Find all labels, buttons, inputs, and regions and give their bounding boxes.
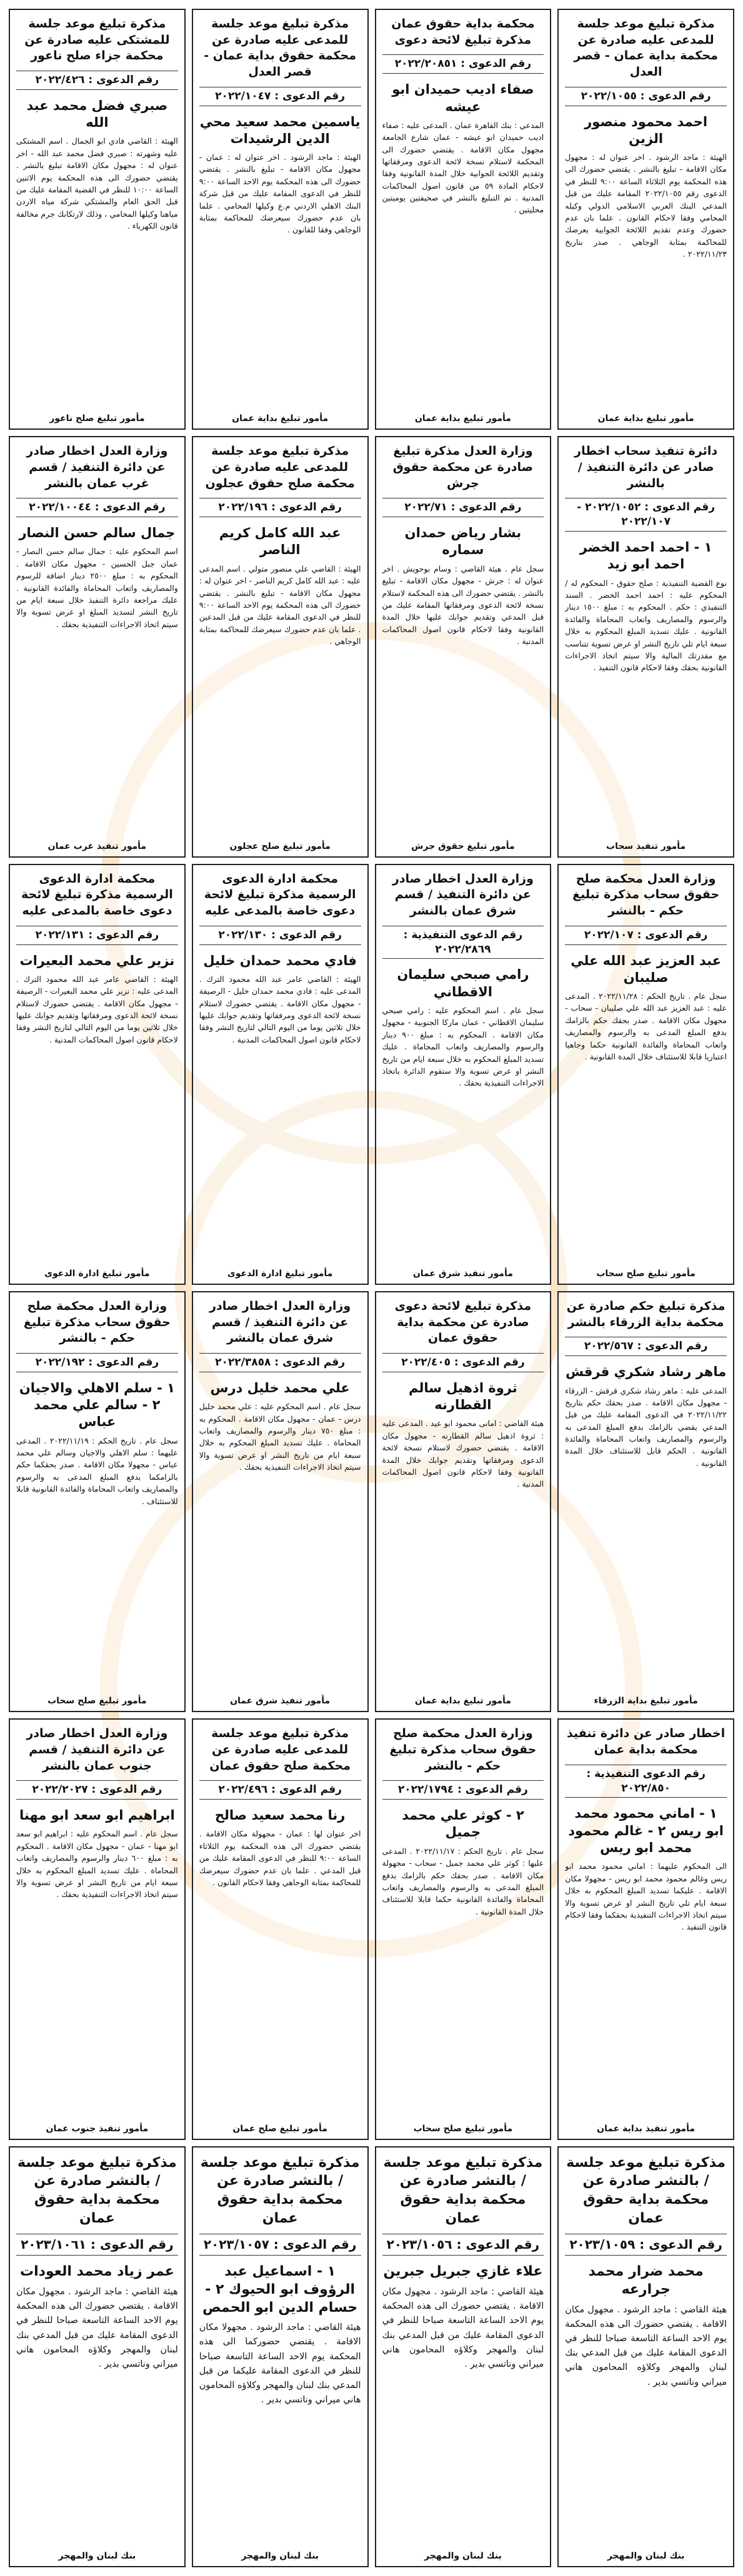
notice-title: وزارة العدل اخطار صادر عن دائرة التنفيذ / قسم جنوب عمان بالنشر [26, 1726, 168, 1773]
notice-title: مذكرة تبليغ موعد جلسة / بالنشر صادرة عن محكمة بداية حقوق عمان [566, 2154, 726, 2226]
notice-body: هيئة القاضي : ماجد الرشود . مجهولا مكان الاقامة . يقتضي حضوركما الى هذه المحكمة يوم الاحد الساعة التاسعة صباحا للنظر في الدعوى المقامة عليكما من قبل المدعي بنك لبنان والمهجر وكلاؤه المحامون هاني ميراني وناتسي بدير . [199, 2322, 361, 2405]
notice-footer: مأمور تنفيذ سحاب [606, 841, 686, 851]
court-notice [192, 436, 369, 857]
notice-footer: مأمور تبليغ صلح سحاب [47, 1696, 147, 1707]
notice-footer: مأمور تنفيذ جنوب عمان [46, 2123, 149, 2134]
notice-footer: مأمور تبليغ صلح سحاب [413, 2123, 513, 2134]
notice-body: سجل عام . اسم المحكوم عليه : علي محمد خليل درس - عمان - مجهول مكان الاقامة . المحكوم به : مبلغ ٧٥٠ دينار والرسوم والمصاريف واتعاب المحاماة . عليك تسديد المبلغ المحكوم به خلال سبعة ايام من تاريخ النشر او عرض تسوية والا سيتم اتخاذ الاجراءات التنفيذية بحقك . [199, 1402, 361, 1472]
notice-title: وزارة العدل اخطار صادر عن دائرة التنفيذ / قسم شرق عمان بالنشر [209, 1299, 351, 1345]
notice-footer: مأمور تبليغ بداية الزرقاء [594, 1696, 698, 1707]
notice-footer: مأمور تنفيذ شرق عمان [412, 1268, 513, 1279]
case-number: رقم الدعوى : ٢٠٢٢/١٠٥٥ [565, 87, 727, 106]
notice-footer: بنك لبنان والمهجر [58, 2550, 136, 2561]
party-name: علي محمد خليل درس [210, 1380, 350, 1395]
notice-footer: مأمور تبليغ بداية عمان [414, 414, 511, 424]
court-notice [557, 9, 734, 430]
notice-title: مذكرة تبليغ لائحة دعوى صادرة عن محكمة بداية حقوق عمان [394, 1299, 532, 1345]
notice-body: سجل عام . اسم المحكوم عليه : رامي صبحي سليمان الاقطاني - عمان ماركا الجنوبية - مجهول مكان الاقامة . المحكوم به : مبلغ ٩٠٠ دينار والرسوم والمصاريف واتعاب المحاماة . عليك تسديد المبلغ المحكوم به خلال سبعة ايام من تاريخ النشر او عرض تسوية والا ستقوم الدائرة باتخاذ الاجراءات التنفيذية بحقك . [382, 1006, 544, 1088]
notice-footer: بنك لبنان والمهجر [241, 2550, 319, 2561]
court-notice [375, 1291, 552, 1712]
notice-body: اسم المحكوم عليه : جمال سالم حسن النصار - عمان جبل الحسين - مجهول مكان الاقامة . المحكوم به : مبلغ ٢٥٠٠ دينار اضافة للرسوم والمصاريف واتعاب المحاماة والفائدة القانونية . عليك مراجعة دائرة التنفيذ خلال سبعة ايام من تاريخ النشر لتسديد المبلغ او عرض تسوية والا سيتم اتخاذ الاجراءات التنفيذية بحقك . [16, 547, 178, 629]
party-name: ١ - سلم الاهلي والاجيان ٢ - سالم علي محمد عباس [19, 1380, 175, 1430]
court-notice [192, 2146, 369, 2567]
notice-footer: مأمور تبليغ صلح ناعور [49, 414, 145, 424]
case-number: رقم الدعوى : ٢٠٢٣/١٠٥٧ [199, 2234, 361, 2256]
notices-grid [9, 9, 734, 2567]
notice-footer: مأمور تبليغ صلح سحاب [596, 1268, 696, 1279]
party-name: بشار رياض حمدان سماره [404, 525, 522, 558]
notice-body: المدعي : بنك القاهرة عمان . المدعى عليه : صفاء اديب حميدان ابو عيشه - عمان شارع الجامعة مجهول مكان الاقامة . يقتضي حضورك الى المحكمة لاستلام نسخة لائحة الدعوى ومرفقاتها وتقديم اللائحة الجوابية خلال المدة القانونية وفقا لاحكام المادة ٥٩ من قانون اصول المحاكمات المدنية . تم التبليغ بالنشر في صحيفتين يوميتين محليتين . [382, 120, 544, 215]
notice-title: مذكرة تبليغ موعد جلسة للمدعى عليه صادرة عن محكمة حقوق بداية عمان - قصر العدل [204, 17, 356, 79]
case-number: رقم الدعوى : ٢٠٢٢/١٠٥٢ - ٢٠٢٢/١٠٧ [565, 498, 727, 532]
case-number: رقم الدعوى : ٢٠٢٢/١٣٠ [199, 926, 361, 945]
notice-body: اخر عنوان لها : عمان - مجهولة مكان الاقامة . يقتضي حضورك الى هذه المحكمة يوم الثلاثاء الساعة ٩:٠٠ للنظر في الدعوى المقامة عليك من قبل المدعي . علما بان عدم حضورك سيعرضك للمحاكمة بمثابة الوجاهي وفقا لاحكام القانون . [199, 1829, 361, 1887]
notice-title: دائرة تنفيذ سحاب اخطار صادر عن دائرة التنفيذ / بالنشر [574, 444, 718, 490]
notice-footer: بنك لبنان والمهجر [424, 2550, 502, 2561]
notice-footer: مأمور تبليغ بداية عمان [597, 414, 694, 424]
notice-body: الى المحكوم عليهما : اماني محمود محمد ابو ريس وغالم محمود محمد ابو ريس - مجهولا مكان الاقامة . عليكما تسديد المبلغ المحكوم به خلال سبعة ايام تلي تاريخ النشر او عرض تسوية والا سيتم اتخاذ الاجراءات التنفيذية بحقكما وفقا لاحكام قانون التنفيذ . [565, 1861, 727, 1932]
notice-body: هيئة القاضي : امانى محمود ابو عيد . المدعى عليه : ثروة اذهيل سالم القطارنه - مجهول مكان الاقامة . يقتضي حضورك لاستلام نسخة لائحة الدعوى ومرفقاتها وتقديم جوابك خلال المدة القانونية وفقا لاحكام قانون اصول المحاكمات المدنية . [382, 1419, 544, 1489]
party-name: ثروة اذهيل سالم القطارنه [408, 1380, 517, 1413]
court-notice [192, 864, 369, 1285]
case-number: رقم الدعوى : ٢٠٢٢/٣٨٥٨ [199, 1353, 361, 1372]
case-number: رقم الدعوى : ٢٠٢٢/٤٠٥ [382, 1353, 544, 1372]
notice-footer: مأمور تبليغ ادارة الدعوى [44, 1268, 150, 1279]
notice-title: مذكرة تبليغ موعد جلسة / بالنشر صادرة عن محكمة بداية حقوق عمان [383, 2154, 543, 2226]
party-name: صبري فضل محمد عبد الله [26, 97, 168, 131]
party-name: احمد محمود منصور الزين [584, 114, 708, 146]
notice-title: وزارة العدل اخطار صادر عن دائرة التنفيذ / قسم شرق عمان بالنشر [392, 871, 534, 918]
notice-title: محكمة ادارة الدعوى الرسمية مذكرة تبليغ لائحة دعوى خاصة بالمدعى عليه [21, 871, 173, 918]
court-notice [192, 1291, 369, 1712]
case-number: رقم الدعوى : ٢٠٢٢/١٠٤٧ [199, 87, 361, 106]
party-name: ياسمين محمد سعيد محي الدين الرشيدات [199, 114, 361, 146]
party-name: ١ - احمد احمد الخضر احمد ابو زيد [579, 540, 712, 572]
notice-body: نوع القضية التنفيذية : صلح حقوق - المحكوم له / المحكوم عليه : احمد احمد الخضر . السند التنفيذي : حكم . المحكوم به : مبلغ ١٥٠٠ دينار والرسوم والمصاريف واتعاب المحاماة والفائدة القانونية . عليك تسديد المبلغ المحكوم به خلال سبعة ايام تلي تاريخ النشر او عرض تسوية تتناسب مع مقدرتك المالية والا سيتم اتخاذ الاجراءات القانونية بحقك وفقا لاحكام قانون التنفيذ . [565, 578, 727, 673]
party-name: رامي صبحي سليمان الاقطاني [397, 967, 529, 999]
notice-footer: مأمور تبليغ صلح عجلون [229, 841, 331, 851]
notice-title: وزارة العدل محكمة صلح حقوق سحاب مذكرة تبليغ حكم - بالنشر [389, 1726, 537, 1773]
notice-body: سجل عام . هيئة القاضي : وسام بوحويش . اخر عنوان له : جرش - مجهول مكان الاقامة - تبليغ بالنشر . يقتضي حضورك الى هذه المحكمة لاستلام نسخة لائحة الدعوى ومرفقاتها المقامة عليك من قبل المدعي وتقديم جوابك عليها خلال المدة القانونية وفقا لاحكام قانون اصول المحاكمات المدنية . [382, 563, 544, 646]
notice-footer: بنك لبنان والمهجر [607, 2550, 685, 2561]
court-notice [9, 1291, 186, 1712]
court-notice [557, 436, 734, 857]
notice-title: محكمة ادارة الدعوى الرسمية مذكرة تبليغ لائحة دعوى خاصة بالمدعى عليه [204, 871, 356, 918]
notice-title: مذكرة تبليغ موعد جلسة للمدعى عليه صادرة عن محكمة صلح حقوق عجلون [205, 444, 355, 490]
case-number: رقم الدعوى : ٢٠٢٢/١٩٢ [16, 1353, 178, 1372]
case-number: رقم الدعوى التنفيذية : ٢٠٢٢/٨٥٠ [565, 1765, 727, 1798]
party-name: ابراهيم ابو سعد ابو مهنا [19, 1808, 175, 1823]
case-number: رقم الدعوى : ٢٠٢٢/٥٦٧ [565, 1337, 727, 1356]
notice-body: الهيئة : القاضي علي منصور متولي . اسم المدعى عليه : عبد الله كامل كريم الناصر - اخر عنوان له : مجهول مكان الاقامة - تبليغ بالنشر . يقتضي حضورك الى هذه المحكمة يوم الاحد الساعة ٩:٠٠ للنظر في الدعوى المقامة عليك من قبل المدعين . علما بان عدم حضورك سيعرضك للمحاكمة بمثابة الوجاهي . [199, 563, 361, 646]
court-notice [9, 436, 186, 857]
notice-body: سجل عام . اسم المحكوم عليه : ابراهيم ابو سعد ابو مهنا - عمان - مجهول مكان الاقامة . المحكوم به : مبلغ ٦٠٠ دينار والرسوم والمصاريف واتعاب المحاماة . عليك تسديد المبلغ المحكوم به خلال سبعة ايام من تاريخ النشر او عرض تسوية والا سيتم اتخاذ الاجراءات التنفيذية بحقك . [16, 1829, 178, 1900]
case-number: رقم الدعوى : ٢٠٢٣/١٠٥٩ [565, 2234, 727, 2256]
court-notice [9, 2146, 186, 2567]
case-number: رقم الدعوى : ٢٠٢٢/٤٢٦ [16, 71, 178, 90]
party-name: عبد الله كامل كريم الناصر [219, 525, 341, 558]
party-name: عبد العزيز عبد الله علي صليبان [571, 953, 722, 985]
party-name: نزير علي محمد البعيرات [19, 953, 175, 968]
notice-footer: مأمور تبليغ بداية عمان [414, 1696, 511, 1707]
notice-body: هيئة القاضي : ماجد الرشود . مجهول مكان الاقامة . يقتضي حضورك الى هذه المحكمة يوم الاحد الساعة التاسعة صباحا للنظر في الدعوى المقامة عليك من قبل المدعي بنك لبنان والمهجر وكلاؤه المحامون هاني ميراني وناتسي بدير . [16, 2287, 178, 2369]
court-notice [557, 1291, 734, 1712]
party-name: علاء غازي جبريل جبرين [383, 2264, 543, 2280]
party-name: ماهر رشاد شكري قرقش [565, 1364, 727, 1380]
party-name: ١ - اسماعيل عبد الرؤوف ابو الحيوك ٢ - حسام الدين ابو الحمص [202, 2264, 358, 2316]
notice-body: الهيئة : القاضي فادي ابو الجمال . اسم المشتكى عليه وشهرته : صبري فضل محمد عبد الله - اخر عنوان له : مجهول مكان الاقامة تبليغ بالنشر . يقتضي حضورك الى هذه المحكمة يوم الاثنين الساعة ١٠:٠٠ للنظر في القضية المقامة عليك من قبل الحق العام والمشتكي شركة مياه الاردن مياهنا وكيلها المحامي ، وذلك لارتكابك جرم مخالفة قانون الكهرباء . [16, 136, 178, 231]
case-number: رقم الدعوى : ٢٠٢٢/١٠٧ [565, 926, 727, 945]
court-notice [557, 864, 734, 1285]
notice-footer: مأمور تبليغ حقوق جرش [411, 841, 515, 851]
notice-title: مذكرة تبليغ موعد جلسة للمدعى عليه صادرة عن محكمة صلح حقوق عمان [209, 1726, 351, 1773]
party-name: ١ - اماني محمود محمد ابو ريس ٢ - غالم محمود محمد ابو ريس [568, 1806, 724, 1856]
court-notice [557, 2146, 734, 2567]
notice-title: مذكرة تبليغ موعد جلسة / بالنشر صادرة عن محكمة بداية حقوق عمان [200, 2154, 360, 2226]
case-number: رقم الدعوى : ٢٠٢٢/١٣١ [16, 926, 178, 945]
notice-footer: مأمور تبليغ بداية عمان [232, 414, 329, 424]
court-notice [9, 864, 186, 1285]
party-name: فادي محمد حمدان خليل [203, 953, 357, 968]
notice-title: وزارة العدل اخطار صادر عن دائرة التنفيذ / قسم غرب عمان بالنشر [26, 444, 168, 490]
party-name: ٢ - كوثر علي محمد جميل [402, 1808, 524, 1840]
party-name: محمد ضرار محمد جرارعه [588, 2264, 704, 2297]
court-notice [375, 436, 552, 857]
case-number: رقم الدعوى : ٢٠٢٢/١٧٩٤ [382, 1780, 544, 1800]
court-notice [375, 864, 552, 1285]
case-number: رقم الدعوى : ٢٠٢٢/٤٩٦ [199, 1780, 361, 1800]
notice-title: وزارة العدل محكمة صلح حقوق سحاب مذكرة تبليغ حكم - بالنشر [23, 1299, 171, 1345]
notice-title: محكمة بداية حقوق عمان مذكرة تبليغ لائحة دعوى [391, 17, 535, 47]
notice-footer: مأمور تبليغ صلح عمان [232, 2123, 327, 2134]
notice-body: الهيئة : القاضي عامر عبد الله محمود الترك . المدعى عليه : فادي محمد حمدان خليل - الرصيفة - مجهول مكان الاقامة . يقتضي حضورك لاستلام نسخة لائحة الدعوى ومرفقاتها وتقديم جوابك عليها خلال ثلاثين يوما من اليوم التالي لتاريخ النشر وفقا لاحكام قانون اصول المحاكمات المدنية . [199, 974, 361, 1044]
court-notice [557, 1718, 734, 2139]
notice-title: مذكرة تبليغ موعد جلسة للمدعى عليه صادرة عن محكمة بداية عمان - قصر العدل [574, 17, 718, 79]
notice-body: الهيئة : القاضي عامر عبد الله محمود الترك . المدعى عليه : نزير علي محمد البعيرات - الرصيفة - مجهول مكان الاقامة . يقتضي حضورك لاستلام نسخة لائحة الدعوى ومرفقاتها وتقديم جوابك عليها خلال ثلاثين يوما من اليوم التالي لتاريخ النشر وفقا لاحكام قانون اصول المحاكمات المدنية . [16, 974, 178, 1044]
case-number: رقم الدعوى : ٢٠٢٢/٢٠٢٧ [16, 1780, 178, 1800]
notice-body: سجل عام . تاريخ الحكم : ٢٠٢٢/١١/١٧ . المدعى عليها : كوثر علي محمد جميل - سحاب - مجهولة مكان الاقامة . صدر بحقك حكم بالزامك بدفع المبلغ المدعى به والرسوم والمصاريف واتعاب المحاماة والفائدة القانونية حكما قابلا للاستئناف خلال المدة القانونية . [382, 1846, 544, 1916]
notice-body: سجل عام . تاريخ الحكم : ٢٠٢٢/١١/٢٨ . المدعى عليه : عبد العزيز عبد الله علي صليبان - سحاب - مجهول مكان الاقامة . صدر بحقك حكم بالزامك بدفع المبلغ المدعى به والرسوم والمصاريف واتعاب المحاماة والفائدة القانونية حكما وجاهيا اعتباريا قابلا للاستئناف خلال المدة القانونية . [565, 991, 727, 1061]
notice-body: سجل عام . تاريخ الحكم : ٢٠٢٢/١١/١٩ . المدعى عليهما : سلم الاهلي والاجيان وسالم علي محمد عباس - مجهولا مكان الاقامة . صدر بحقكما حكم بالزامكما بدفع المبلغ المدعى به والرسوم والمصاريف واتعاب المحاماة والفائدة القانونية قابلا للاستئناف . [16, 1435, 178, 1506]
notice-body: هيئة القاضي : ماجد الرشود . مجهول مكان الاقامة . يقتضي حضورك الى هذه المحكمة يوم الاحد الساعة التاسعة صباحا للنظر في الدعوى المقامة عليك من قبل المدعي بنك لبنان والمهجر وكلاؤه المحامون هاني ميراني وناتسي بدير . [565, 2304, 727, 2387]
case-number: رقم الدعوى : ٢٠٢٢/١٠٠٤٤ [16, 498, 178, 517]
party-name: عمر زياد محمد العودات [19, 2264, 174, 2280]
court-notice [192, 1718, 369, 2139]
case-number: رقم الدعوى : ٢٠٢٢/٧١ [382, 498, 544, 517]
court-notice [192, 9, 369, 430]
notice-title: مذكرة تبليغ موعد جلسة / بالنشر صادرة عن محكمة بداية حقوق عمان [17, 2154, 177, 2226]
court-notice [375, 1718, 552, 2139]
notice-body: هيئة القاضي : ماجد الرشود . مجهول مكان الاقامة . يقتضي حضورك الى هذه المحكمة يوم الاحد الساعة التاسعة صباحا للنظر في الدعوى المقامة عليك من قبل المدعي بنك لبنان والمهجر وكلاؤه المحامون هاني ميراني وناتسي بدير . [382, 2287, 544, 2369]
court-notice [9, 1718, 186, 2139]
notice-body: الهيئة : ماجد الرشود . اخر عنوان له : مجهول مكان الاقامة - تبليغ بالنشر . يقتضي حضورك الى هذه المحكمة يوم الثلاثاء الساعة ٩:٠٠ للنظر في الدعوى رقم ٢٠٢٢/١٠٥٥ المقامة عليك من قبل المدعي البنك العربي الاسلامي الدولي وكيله المحامي وفقا لاحكام القانون . علما بان عدم حضورك وعدم تقديم اللائحة الجوابية يعرضك للمحاكمة بمثابة الوجاهي . صدر بتاريخ ٢٠٢٢/١١/٢٣ . [565, 152, 727, 259]
notice-title: وزارة العدل محكمة صلح حقوق سحاب مذكرة تبليغ حكم - بالنشر [572, 871, 720, 918]
case-number: رقم الدعوى : ٢٠٢٢/١٩٦ [199, 498, 361, 517]
court-notice [9, 9, 186, 430]
party-name: صفاء اديب حميدان ابو عيشه [392, 82, 534, 114]
notice-title: مذكرة تبليغ موعد جلسة للمشتكى عليه صادرة عن محكمة جزاء صلح ناعور [24, 17, 170, 63]
case-number: رقم الدعوى : ٢٠٢٣/١٠٥٦ [382, 2234, 544, 2256]
court-notice [375, 2146, 552, 2567]
case-number: رقم الدعوى التنفيذية : ٢٠٢٢/٢٨٦٩ [382, 926, 544, 959]
notice-body: المدعى عليه : ماهر رشاد شكري قرقش - الزرقاء - مجهول مكان الاقامة . صدر بحقك حكم بتاريخ ٢٠٢٢/١١/٢٢ في الدعوى المقامة عليك من قبل المدعي يقضي بالزامك بدفع المبلغ المدعى به والرسوم والمصاريف واتعاب المحاماة والفائدة القانونية . الحكم قابل للاستئناف خلال المدة القانونية . [565, 1385, 727, 1468]
case-number: رقم الدعوى : ٢٠٢٣/١٠٦١ [16, 2234, 178, 2256]
notice-body: الهيئة : ماجد الرشود . اخر عنوان له : عمان - مجهول مكان الاقامة - تبليغ بالنشر . يقتضي حضورك الى هذه المحكمة يوم الاحد الساعة ٩:٠٠ للنظر في الدعوى المقامة عليك من قبل شركة البنك الاهلي الاردني م.ع وكيلها المحامي . علما بان عدم حضورك سيعرضك للمحاكمة بمثابة الوجاهي وفقا للقانون . [199, 152, 361, 235]
court-notice [375, 9, 552, 430]
notice-footer: مأمور تنفيذ بداية عمان [597, 2123, 696, 2134]
notice-footer: مأمور تبليغ ادارة الدعوى [227, 1268, 333, 1279]
party-name: رنا محمد سعيد صالح [214, 1808, 346, 1823]
notice-title: اخطار صادر عن دائرة تنفيذ محكمة بداية عمان [567, 1726, 726, 1756]
notice-title: مذكرة تبليغ حكم صادرة عن محكمة بداية الزرقاء بالنشر [566, 1299, 726, 1329]
notice-footer: مأمور تنفيذ شرق عمان [230, 1696, 331, 1707]
notice-title: وزارة العدل مذكرة تبليغ صادرة عن محكمة حقوق جرش [392, 444, 534, 490]
party-name: جمال سالم حسن النصار [19, 525, 176, 541]
notice-footer: مأمور تنفيذ غرب عمان [47, 841, 147, 851]
case-number: رقم الدعوى : ٢٠٢٢/٢٠٨٥١ [382, 54, 544, 74]
